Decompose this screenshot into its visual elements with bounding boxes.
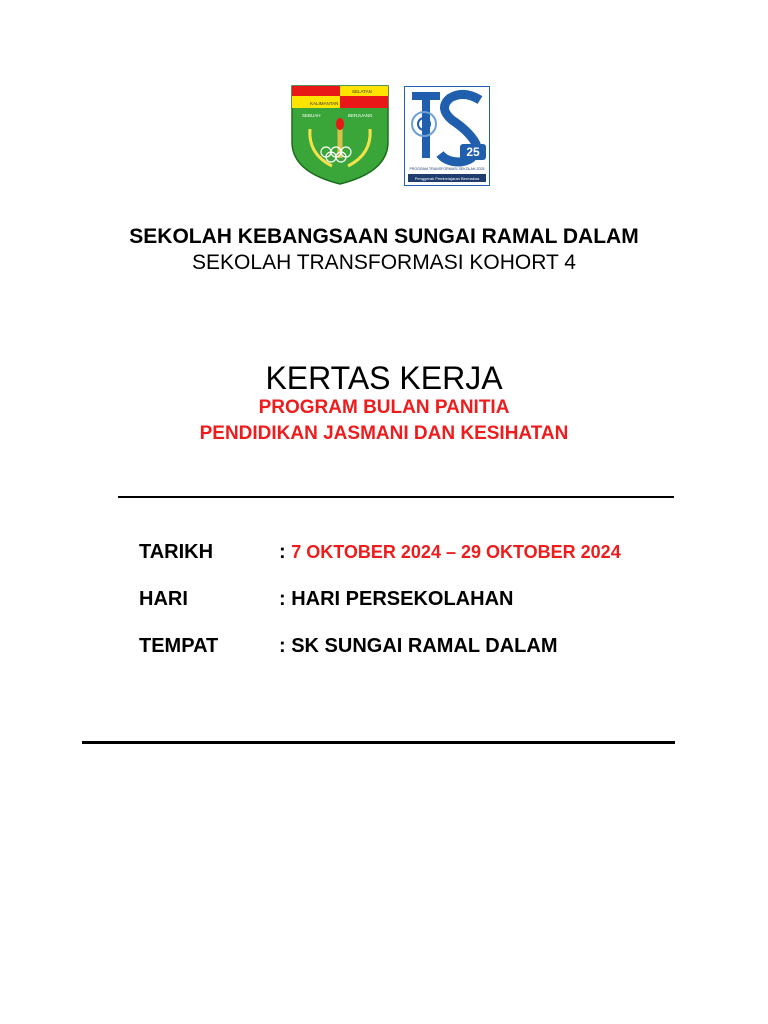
school-crest-logo bbox=[290, 84, 390, 186]
tempat-row bbox=[139, 632, 699, 660]
crest-text-4: BERJUANG bbox=[348, 113, 373, 118]
school-name: SEKOLAH KEBANGSAAN SUNGAI RAMAL DALAM bbox=[129, 225, 639, 248]
tarikh-row bbox=[139, 538, 699, 566]
tarikh-value-wrap bbox=[279, 538, 621, 566]
tarikh-label: TARIKH bbox=[139, 541, 214, 563]
school-subtitle: SEKOLAH TRANSFORMASI KOHORT 4 bbox=[192, 251, 576, 274]
logo-row bbox=[0, 84, 768, 188]
tempat-value: : SK SUNGAI RAMAL DALAM bbox=[279, 635, 558, 657]
crest-text-1: KALIMANTAN bbox=[310, 101, 339, 106]
ts-badge-number: 25 bbox=[466, 145, 480, 159]
program-title-line1: PROGRAM BULAN PANITIA bbox=[258, 397, 510, 418]
tarikh-value: 7 OKTOBER 2024 – 29 OKTOBER 2024 bbox=[291, 542, 621, 562]
tempat-label: TEMPAT bbox=[139, 635, 219, 657]
ts-tagline: Penggerak Pembelajaran Bermakna bbox=[414, 176, 480, 181]
bottom-divider bbox=[82, 741, 675, 744]
ts25-logo bbox=[404, 86, 490, 186]
hari-label: HARI bbox=[139, 588, 188, 610]
crest-text-2: SELATAN bbox=[352, 89, 372, 94]
ts-caption: PROGRAM TRANSFORMASI SEKOLAH 2025 bbox=[409, 167, 485, 171]
hari-value: : HARI PERSEKOLAHAN bbox=[279, 588, 514, 610]
top-divider bbox=[118, 496, 674, 498]
program-title-line2: PENDIDIKAN JASMANI DAN KESIHATAN bbox=[199, 423, 569, 444]
tarikh-colon: : bbox=[279, 541, 292, 563]
document-title: KERTAS KERJA bbox=[265, 360, 503, 396]
crest-text-3: SEBUAH bbox=[302, 113, 321, 118]
hari-row bbox=[139, 585, 699, 613]
